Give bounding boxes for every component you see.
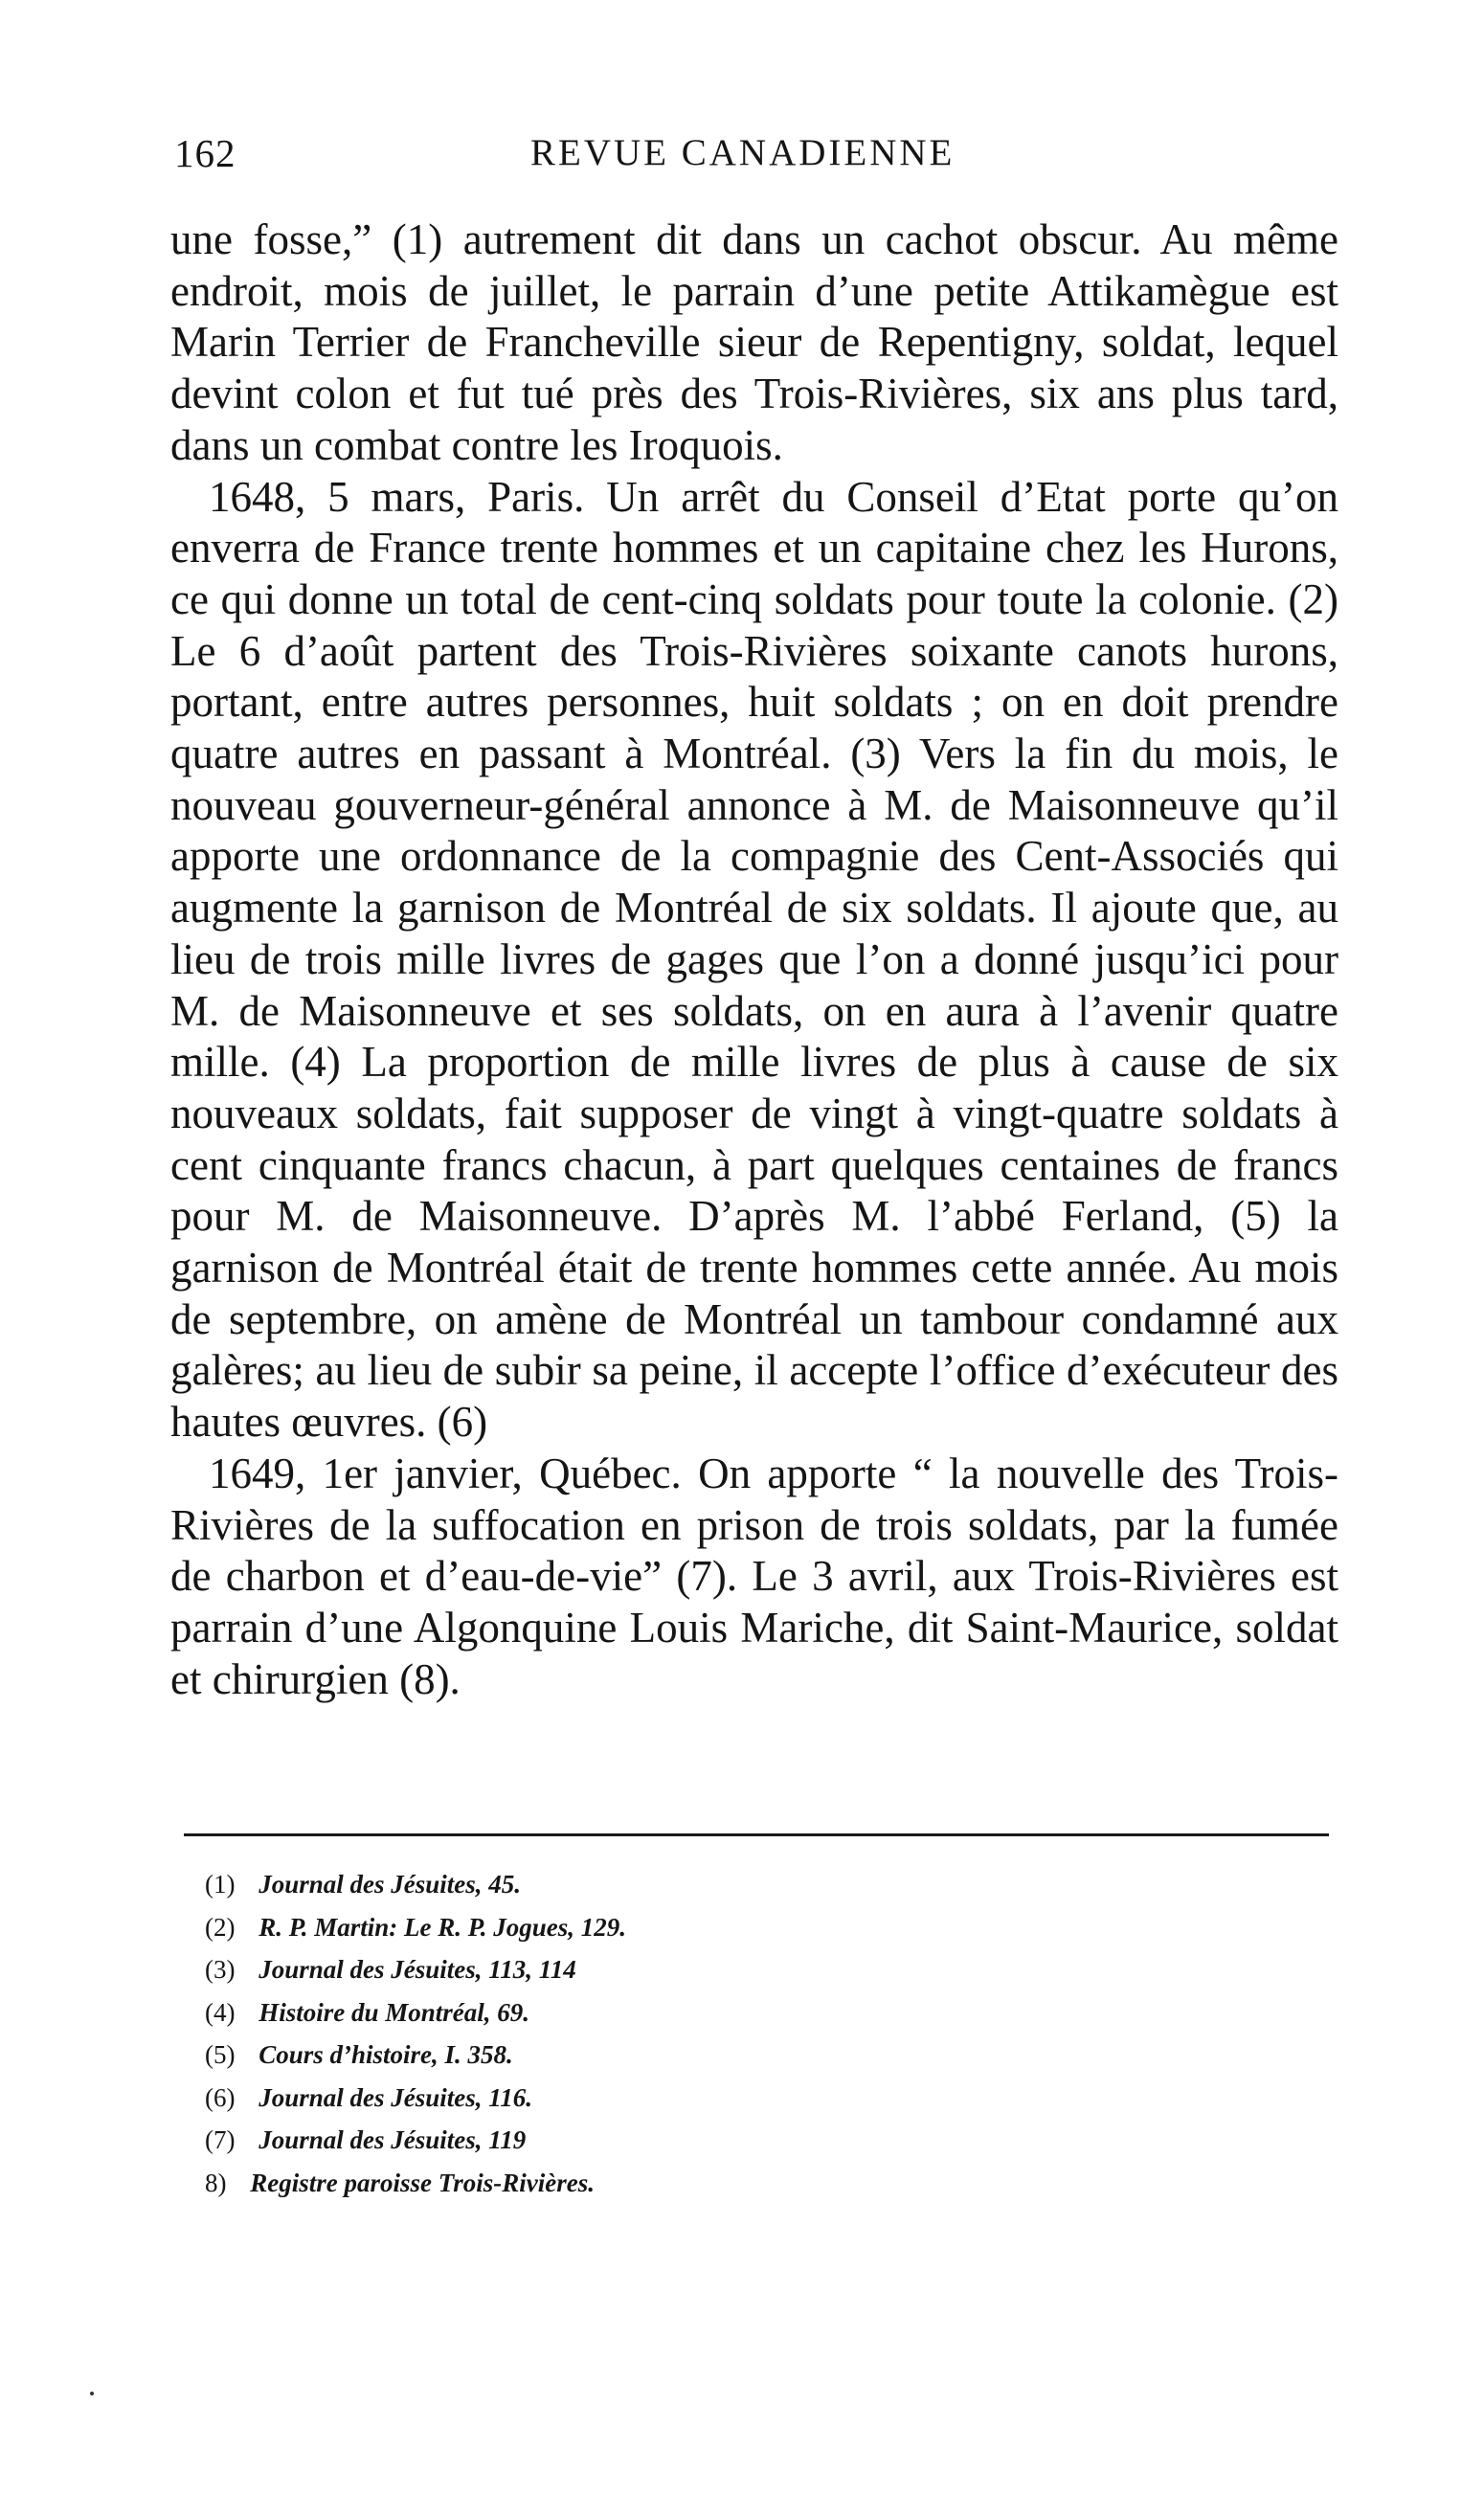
footnotes [205, 1863, 1162, 2204]
footnote-number: (3) [205, 1955, 236, 1984]
footnote-text: Journal des Jésuites, 119 [259, 2125, 527, 2154]
footnote [205, 1948, 1162, 1991]
page-number: 162 [174, 131, 236, 175]
footnote-number: 8) [205, 2168, 227, 2197]
footnote-divider [184, 1833, 1329, 1836]
footnote [205, 2162, 1162, 2205]
footnote-text: Journal des Jésuites, 113, 114 [259, 1955, 576, 1984]
footnote-text: Registre paroisse Trois-Rivières. [250, 2168, 595, 2197]
footnote-text: Cours d’histoire, I. 358. [259, 2040, 513, 2069]
paragraph: 1648, 5 mars, Paris. Un arrêt du Conseil d’Etat porte qu’on enverra de France trente hommes et un capitaine chez les Hurons, ce qui donne un total de cent-cinq soldats pour toute la colonie. (2) Le 6 d’août partent des Trois-Rivières soixante canots hurons, portant, entre autres personnes, huit soldats ; on en doit prendre quatre autres en passant à Montréal. (3) Vers la fin du mois, le nouveau gouverneur-général annonce à M. de Maisonneuve qu’il apporte une ordonnance de la compagnie des Cent-Associés qui augmente la garnison de Montréal de six soldats. Il ajoute que, au lieu de trois mille livres de gages que l’on a donné jusqu’ici pour M. de Maisonneuve et ses soldats, on en aura à l’avenir quatre mille. (4) La proportion de mille livres de plus à cause de six nouveaux soldats, fait supposer de vingt à vingt-quatre soldats à cent cinquante francs chacun, à part quelques centaines de francs pour M. de Maisonneuve. D’après M. l’abbé Ferland, (5) la garnison de Montréal était de trente hommes cette année. Au mois de septembre, on amène de Montréal un tambour condamné aux galères; au lieu de subir sa peine, il accepte l’office d’exécuteur des hautes œuvres. (6) [170, 472, 1338, 1447]
page-header [169, 129, 1317, 187]
paragraph: 1649, 1er janvier, Québec. On apporte “ la nouvelle des Trois-Rivières de la suffocation en prison de trois soldats, par la fumée de charbon et d’eau-de-vie” (7). Le 3 avril, aux Trois-Rivières est parrain d’une Algonquine Louis Mariche, dit Saint-Maurice, soldat et chirurgien (8). [170, 1449, 1338, 1703]
footnote [205, 2034, 1162, 2077]
footnote-number: (7) [205, 2125, 236, 2154]
footnote [205, 1906, 1162, 1949]
footnote-number: (6) [205, 2082, 236, 2112]
running-head: REVUE CANADIENNE [530, 132, 956, 173]
body-text [170, 214, 1338, 1705]
footnote [205, 1863, 1162, 1906]
footnote-text: Journal des Jésuites, 45. [259, 1870, 522, 1899]
footnote-number: (1) [205, 1870, 236, 1899]
footnote [205, 1991, 1162, 2034]
footnote [205, 2119, 1162, 2162]
footnote-number: (4) [205, 1997, 236, 2027]
footnote-number: (5) [205, 2040, 236, 2069]
footnote-number: (2) [205, 1912, 236, 1942]
footnote-text: R. P. Martin: Le R. P. Jogues, 129. [259, 1912, 627, 1942]
footnote-text: Histoire du Montréal, 69. [259, 1997, 530, 2027]
paragraph: une fosse,” (1) autrement dit dans un cachot obscur. Au même endroit, mois de juillet, le parrain d’une petite Attikamègue est Marin Terrier de Francheville sieur de Repentigny, soldat, lequel devint colon et fut tué près des Trois-Rivières, six ans plus tard, dans un combat contre les Iroquois. [170, 215, 1338, 469]
footnote [205, 2077, 1162, 2120]
print-speck [90, 2392, 94, 2395]
footnote-text: Journal des Jésuites, 116. [259, 2082, 533, 2112]
